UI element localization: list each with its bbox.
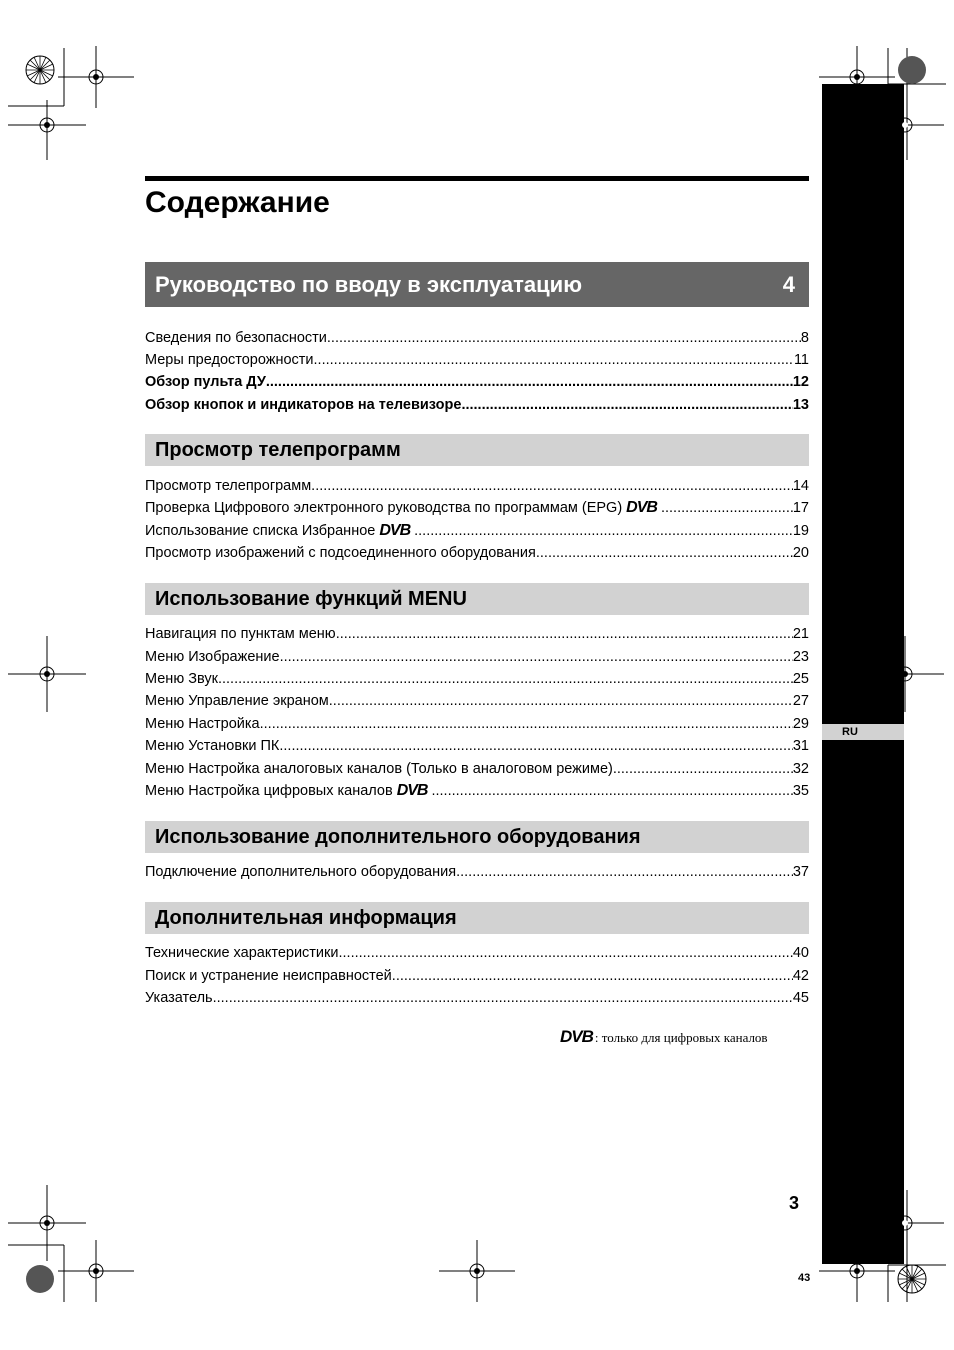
leader-dots [336,623,793,645]
toc-entry[interactable] [145,520,809,542]
toc-label: Подключение дополнительного оборудования [145,864,457,880]
leader-dots [314,349,794,371]
sheet-number: 43 [798,1272,811,1284]
leader-dots [327,327,801,349]
leader-dots [414,520,793,542]
toc-label: Сведения по безопасности [145,330,327,346]
toc-entry[interactable] [145,668,809,690]
toc-label: Меню Установки ПК [145,738,280,754]
toc-page: 20 [792,545,809,561]
leader-dots [431,780,792,802]
footnote [560,1028,768,1046]
toc-page: 14 [792,478,809,494]
leader-dots [338,942,792,964]
leader-dots [536,542,793,564]
leader-dots [213,987,793,1009]
toc-label: Меню Управление экраном [145,693,329,709]
toc-label: Использование списка Избранное [145,523,376,539]
toc-entry[interactable] [145,475,809,497]
toc-page: 19 [792,523,809,539]
toc-label: Технические характеристики [145,945,339,961]
toc-page: 31 [792,738,809,754]
toc-label: Указатель [145,990,213,1006]
toc-label: Меню Настройка аналоговых каналов (Только в аналоговом режиме) [145,761,613,777]
toc-page: 25 [792,671,809,687]
toc-entry[interactable] [145,735,809,757]
toc-label: Меню Звук [145,671,218,687]
leader-dots [280,646,793,668]
toc-label: Обзор кнопок и индикаторов на телевизоре [145,397,462,413]
toc-page: 35 [792,783,809,799]
leader-dots [461,394,792,416]
toc-entry[interactable] [145,349,809,371]
toc-entry[interactable] [145,861,809,883]
section-heading[interactable] [145,262,809,307]
toc-page: 42 [792,968,809,984]
toc-entry[interactable] [145,965,809,987]
toc-label: Меры предосторожности [145,352,314,368]
toc-label: Поиск и устранение неисправностей [145,968,392,984]
toc-entry[interactable] [145,623,809,645]
toc-label: Навигация по пунктам меню [145,626,336,642]
section-page: 4 [782,272,795,297]
toc-entry[interactable] [145,646,809,668]
title-rule [145,176,809,181]
leader-dots [329,690,793,712]
section-title: Дополнительная информация [155,907,457,929]
toc-entry[interactable] [145,987,809,1009]
section-title: Руководство по вводу в эксплуатацию [155,272,582,297]
toc-entry[interactable] [145,942,809,964]
leader-dots [661,497,793,519]
toc-page: 11 [793,352,809,368]
leader-dots [279,735,792,757]
toc-page: 40 [792,945,809,961]
toc-page: 12 [792,374,809,390]
toc-page: 32 [792,761,809,777]
leader-dots [392,965,793,987]
section-title: Использование функций MENU [155,588,467,610]
toc-label: Проверка Цифрового электронного руководства по программам (EPG) [145,500,623,516]
toc-label: Просмотр телепрограмм [145,478,312,494]
section-heading[interactable] [145,583,809,615]
toc-label: Просмотр изображений с подсоединенного оборудования [145,545,536,561]
toc-label: Обзор пульта ДУ [145,374,266,390]
toc-label: Меню Настройка [145,716,260,732]
section-heading[interactable] [145,821,809,853]
toc-page: 8 [800,330,809,346]
toc-entry[interactable] [145,394,809,416]
leader-dots [311,475,793,497]
toc-entry[interactable] [145,542,809,564]
toc-entry[interactable] [145,690,809,712]
section-heading[interactable] [145,434,809,466]
toc-page: 23 [792,649,809,665]
toc-page: 17 [792,500,809,516]
leader-dots [456,861,793,883]
page-number: 3 [789,1193,800,1213]
toc-page: 29 [792,716,809,732]
section-heading[interactable] [145,902,809,934]
language-label: RU [842,726,858,738]
dvb-logo-icon: DVB [626,499,657,516]
toc-entry[interactable] [145,713,809,735]
toc-entry[interactable] [145,371,809,393]
toc-entry[interactable] [145,780,809,802]
toc-label: Меню Изображение [145,649,280,665]
leader-dots [260,713,793,735]
toc-entry[interactable] [145,327,809,349]
toc-entry[interactable] [145,497,809,519]
toc-label: Меню Настройка цифровых каналов [145,783,393,799]
leader-dots [613,758,793,780]
toc-page: 13 [792,397,809,413]
footnote-text: : только для цифровых каналов [594,1030,768,1045]
toc-entry[interactable] [145,758,809,780]
dvb-logo-icon: DVB [396,782,428,799]
leader-dots [218,668,793,690]
section-title: Использование дополнительного оборудования [155,826,641,848]
dvb-logo-icon: DVB [379,522,411,539]
toc-page: 21 [792,626,809,642]
leader-dots [266,371,793,393]
toc-page: 37 [792,864,809,880]
toc-page: 27 [792,693,809,709]
page-title: Содержание [145,186,330,219]
section-title: Просмотр телепрограмм [155,439,401,461]
toc-page: 45 [792,990,809,1006]
dvb-logo-icon: DVB [560,1027,593,1046]
